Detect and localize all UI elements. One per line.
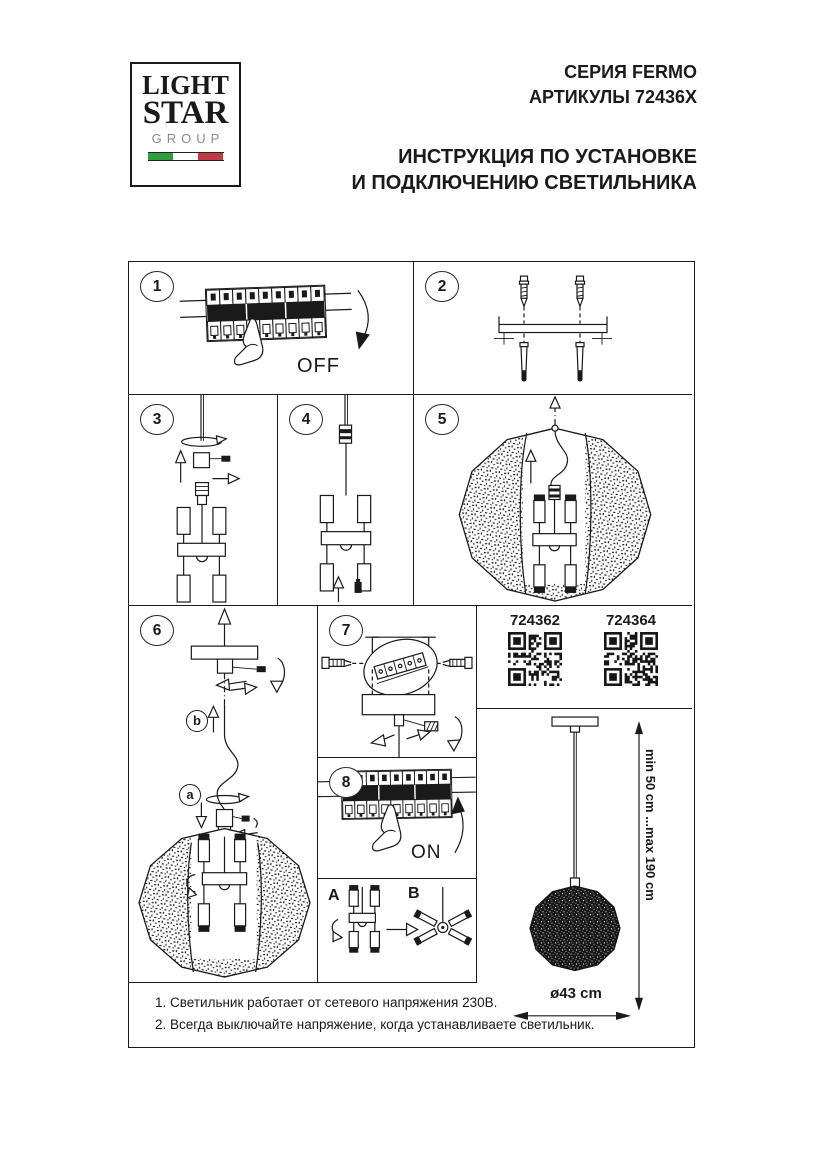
lightstar-logo [130, 62, 241, 187]
grub-screw-icon [242, 816, 250, 822]
qr-code-left [508, 632, 562, 686]
instruction-title-line2: И ПОДКЛЮЧЕНИЮ СВЕТИЛЬНИКА [351, 172, 697, 194]
note-line-1: 1. Светильник работает от сетевого напряжения 230В. [155, 995, 498, 1010]
ceiling-plate [191, 646, 257, 659]
step-3-panel [129, 395, 278, 606]
bulb-icon [355, 582, 362, 593]
arrow-left-icon [216, 679, 229, 690]
step-6-badge: 6 [140, 615, 174, 646]
sub-step-a-badge: a [179, 784, 201, 806]
screw-icon [576, 276, 585, 323]
diameter-dimension-label: ø43 cm [550, 985, 602, 1002]
curved-arrow-up-icon [455, 806, 463, 852]
arrow-right-icon [245, 683, 257, 694]
hanging-adjust-diagram [129, 606, 317, 982]
step-2-badge: 2 [425, 271, 459, 302]
series-title: СЕРИЯ FERMO [564, 62, 697, 82]
step-5-panel [414, 395, 692, 606]
step-1-badge: 1 [140, 271, 174, 302]
off-label: OFF [297, 355, 340, 377]
step-3-badge: 3 [140, 404, 174, 435]
italian-flag-bar [148, 152, 224, 161]
shade-dark [530, 886, 620, 971]
step-4-badge: 4 [289, 404, 323, 435]
anchor-icon [576, 334, 584, 382]
qr-code-right [604, 632, 658, 686]
screw-icon [520, 276, 529, 323]
grub-screw-icon [257, 666, 266, 672]
qr-label-right: 724364 [605, 612, 657, 629]
arrow-right-icon [418, 730, 430, 740]
logo-word-group: GROUP [151, 131, 225, 146]
rotation-arrow-icon [206, 796, 242, 804]
canopy [362, 695, 434, 715]
articles-title: АРТИКУЛЫ 72436X [529, 87, 697, 107]
frame-position-b [413, 887, 472, 946]
arrow-left-icon [371, 735, 385, 746]
height-dimension-label: min 50 cm ...max 190 cm [643, 749, 658, 901]
step-7-panel [318, 606, 477, 758]
step-5-badge: 5 [425, 404, 459, 435]
frame-rotation-diagram [318, 879, 476, 982]
variant-a-label: A [328, 887, 340, 904]
note-line-2: 2. Всегда выключайте напряжение, когда устанавливаете светильник. [155, 1017, 595, 1032]
instruction-diagram-frame [128, 261, 695, 1048]
step-4-panel [278, 395, 414, 606]
flag-green-segment [148, 153, 173, 160]
on-label: ON [411, 842, 442, 863]
qr-panel [477, 606, 692, 709]
variant-ab-panel [318, 879, 477, 983]
step-8-panel [318, 758, 477, 879]
step-1-panel [129, 262, 414, 395]
document-header [351, 60, 697, 196]
step-6-panel [129, 606, 318, 983]
variant-b-label: B [408, 885, 420, 902]
cord-line [217, 734, 238, 813]
logo-word-star: STAR [142, 95, 229, 131]
ceiling-plate [552, 717, 598, 726]
qr-label-left: 724362 [509, 612, 561, 629]
curved-arrow-down-icon [358, 290, 368, 338]
flag-white-segment [173, 153, 198, 160]
step-8-badge: 8 [329, 767, 363, 798]
frame-position-a [349, 885, 379, 953]
flag-red-segment [198, 153, 223, 160]
screw-icon [322, 657, 370, 668]
anchor-icon [520, 334, 528, 382]
step-2-panel [414, 262, 692, 395]
arrow-up-icon [550, 397, 560, 408]
lamp-frame [320, 495, 370, 590]
grub-screw-icon [425, 722, 438, 731]
step-7-badge: 7 [329, 615, 363, 646]
grub-screw-icon [221, 456, 230, 462]
instruction-title-line1: ИНСТРУКЦИЯ ПО УСТАНОВКЕ [398, 146, 697, 168]
logo-word-light: LIGHT [142, 70, 229, 100]
sub-step-b-badge: b [186, 710, 208, 732]
